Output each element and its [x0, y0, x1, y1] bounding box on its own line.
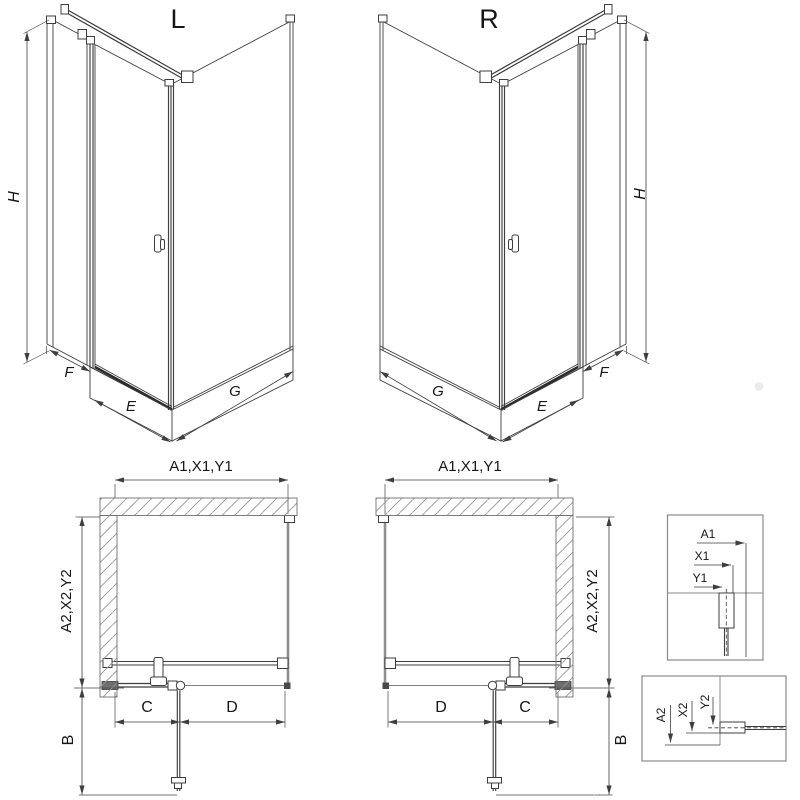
glass-panel-edges — [47, 17, 293, 410]
plan-support-bar — [112, 662, 283, 666]
projection-label-left: B — [60, 734, 77, 746]
plan-fittings — [103, 516, 295, 789]
wall-section-top-right — [376, 498, 573, 516]
iso-view-right — [379, 5, 650, 443]
plan-glass-foot — [284, 683, 291, 690]
plan-handle-bar — [172, 778, 186, 784]
plan-handle-grip — [175, 783, 182, 789]
detail-x2-label: X2 — [676, 702, 690, 718]
dim-extension-lines — [24, 20, 91, 377]
door-handle-grip — [161, 240, 165, 250]
door-front-label-left: E — [125, 398, 137, 415]
hinge-block — [168, 681, 177, 690]
bar-tee-foot — [151, 677, 167, 686]
wall-sections — [100, 498, 573, 697]
plan-door-open-glass — [177, 691, 180, 792]
detail-y1-label: Y1 — [692, 571, 708, 585]
side-panel-label-left: F — [64, 364, 74, 381]
wall-section-side-right — [556, 516, 573, 698]
shower-tray — [90, 349, 293, 441]
bar-glass-clamp — [278, 658, 289, 669]
detail-a2-label: A2 — [654, 707, 668, 723]
height-label-left: H — [6, 191, 23, 203]
frame-posts — [90, 40, 174, 411]
depth-dims-label-left: A2,X2,Y2 — [58, 569, 75, 633]
width-dims-label-right: A1,X1,Y1 — [438, 458, 502, 475]
wall-section-side-left — [100, 516, 117, 698]
wall-glass-bracket — [285, 516, 295, 523]
dim-depth-ext-left — [74, 517, 100, 688]
fixed-width-label-left: C — [141, 699, 153, 716]
bar-bracket — [78, 30, 87, 40]
variant-title-right: R — [479, 4, 499, 34]
door-width-label-right: D — [435, 699, 447, 716]
projection-label-right: B — [613, 734, 630, 746]
height-label-right: H — [632, 188, 649, 200]
door-front-label-right: E — [536, 398, 548, 415]
watermark-dot — [755, 382, 764, 391]
wall-section-top-left — [100, 498, 297, 516]
variant-title-left: L — [170, 4, 186, 34]
bar-end-cap — [61, 5, 69, 15]
hinge-post-cap — [87, 37, 95, 45]
corner-post-cap — [165, 80, 174, 87]
corner-bar-bracket — [182, 71, 194, 83]
wall-profile-cap — [47, 16, 56, 24]
detail-x1-label: X1 — [694, 549, 710, 563]
width-dims-label-left: A1,X1,Y1 — [169, 458, 233, 475]
side-wall-label-left: G — [229, 383, 241, 400]
door-width-label-left: D — [226, 699, 238, 716]
wall-glass-cap — [286, 15, 295, 22]
side-dimensions — [74, 517, 615, 795]
hinge-pivot — [176, 681, 184, 689]
support-bar — [66, 9, 183, 79]
fixed-width-label-right: C — [519, 699, 531, 716]
detail-a1-label: A1 — [700, 527, 716, 541]
side-wall-label-right: G — [432, 383, 444, 400]
side-panel-label-right: F — [599, 364, 609, 381]
detail-y2-label: Y2 — [698, 694, 712, 710]
depth-dims-label-right: A2,X2,Y2 — [584, 569, 601, 633]
dim-depth-ext-right — [574, 517, 615, 795]
dim-line-side-wall — [177, 372, 294, 442]
